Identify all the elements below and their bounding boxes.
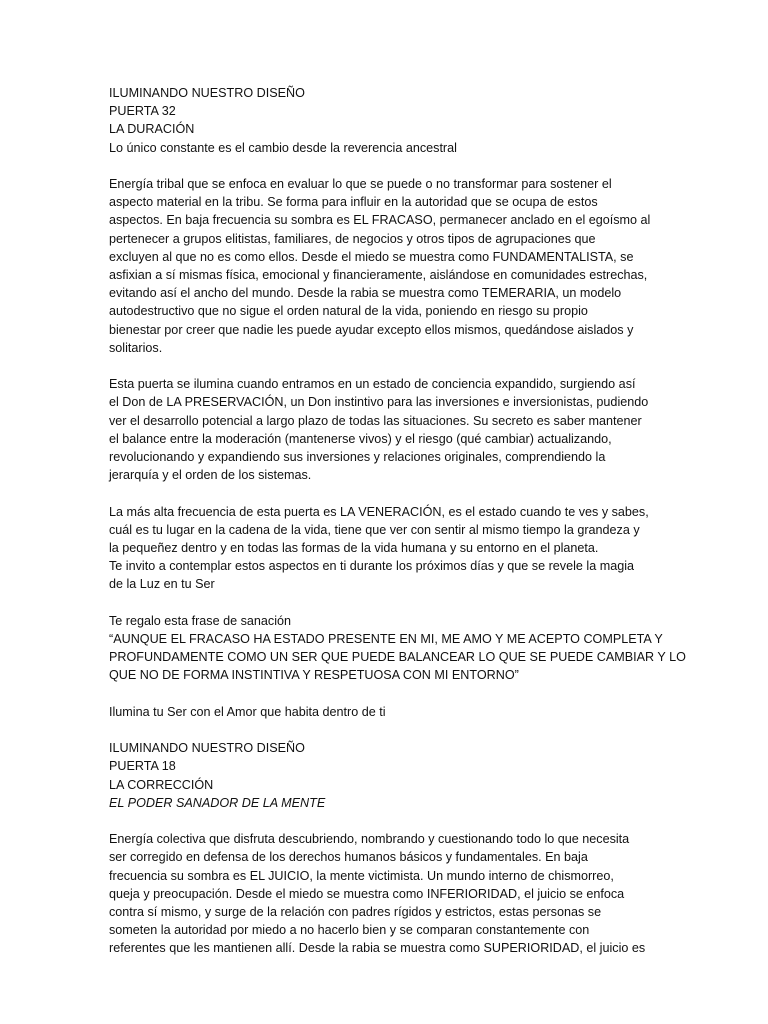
closing-line: Ilumina tu Ser con el Amor que habita dentro de ti xyxy=(109,704,386,719)
text-line: excluyen al que no es como ellos. Desde el miedo se muestra como FUNDAMENTALISTA, se xyxy=(109,249,634,264)
text-line: revolucionando y expandiendo sus inversiones y relaciones originales, comprendiendo la xyxy=(109,450,606,465)
gate-name: LA DURACIÓN xyxy=(109,122,195,137)
text-line: solitarios. xyxy=(109,340,163,355)
paragraph-shadow xyxy=(109,830,661,957)
text-line: PROFUNDAMENTE COMO UN SER QUE PUEDE BALANCEAR LO QUE SE PUEDE CAMBIAR Y LO xyxy=(109,650,686,665)
text-line: asfixian a sí mismas física, emocional y financieramente, aislándose en comunidades estrechas, xyxy=(109,268,648,283)
text-line: Energía tribal que se enfoca en evaluar lo que se puede o no transformar para sostener el xyxy=(109,177,612,191)
gate-name: LA CORRECCIÓN xyxy=(109,777,214,792)
gate-tagline: Lo único constante es el cambio desde la reverencia ancestral xyxy=(109,140,457,155)
text-line: aspectos. En baja frecuencia su sombra es EL FRACASO, permanecer anclado en el egoísmo al xyxy=(109,213,651,228)
document-page xyxy=(109,84,686,958)
text-line: La más alta frecuencia de esta puerta es LA VENERACIÓN, es el estado cuando te ves y sabes, xyxy=(109,504,649,519)
text-line: cuál es tu lugar en la cadena de la vida, tiene que ver con sentir al mismo tiempo la grandeza y xyxy=(109,522,640,537)
text-line: autodestructivo que no sigue el orden natural de la vida, poniendo en riesgo su propio xyxy=(109,304,588,319)
text-line: contra sí mismo, y surge de la relación con padres rígidos y estrictos, estas personas se xyxy=(109,905,602,920)
paragraph-shadow xyxy=(109,175,661,357)
text-line: referentes que les mantienen allí. Desde la rabia se muestra como SUPERIORIDAD, el juicio es xyxy=(109,941,646,956)
text-line: Te invito a contemplar estos aspectos en ti durante los próximos días y que se revele la magia xyxy=(109,559,635,574)
gate-number: PUERTA 32 xyxy=(109,104,176,119)
text-line: aspecto material en la tribu. Se forma para influir en la autoridad que se ocupa de estos xyxy=(109,195,598,210)
gate-tagline: EL PODER SANADOR DE LA MENTE xyxy=(109,795,326,810)
text-line: Esta puerta se ilumina cuando entramos en un estado de conciencia expandido, surgiendo así xyxy=(109,377,636,392)
section-heading: ILUMINANDO NUESTRO DISEÑO xyxy=(109,86,305,100)
text-line: queja y preocupación. Desde el miedo se muestra como INFERIORIDAD, el juicio se enfoca xyxy=(109,886,625,901)
text-line: el Don de LA PRESERVACIÓN, un Don instintivo para las inversiones e inversionistas, pudiendo xyxy=(109,395,649,410)
text-line: ver el desarrollo potencial a largo plazo de todas las situaciones. Su secreto es saber mantener xyxy=(109,413,642,428)
section-heading: ILUMINANDO NUESTRO DISEÑO xyxy=(109,741,305,756)
paragraph-gift xyxy=(109,375,661,484)
text-line: QUE NO DE FORMA INSTINTIVA Y RESPETUOSA CON MI ENTORNO” xyxy=(109,668,519,683)
paragraph-siddhi xyxy=(109,503,661,594)
gate-number: PUERTA 18 xyxy=(109,759,176,774)
healing-phrase xyxy=(109,630,686,685)
healing-intro: Te regalo esta frase de sanación xyxy=(109,613,292,628)
text-line: ser corregido en defensa de los derechos humanos básicos y fundamentales. En baja xyxy=(109,850,588,865)
text-line: bienestar por creer que nadie les puede ayudar excepto ellos mismos, quedándose aislados y xyxy=(109,322,634,337)
text-line: someten la autoridad por miedo a no hacerlo bien y se comparan constantemente con xyxy=(109,923,590,938)
text-line: evitando así el ancho del mundo. Desde la rabia se muestra como TEMERARIA, un modelo xyxy=(109,286,622,301)
text-line: la pequeñez dentro y en todas las formas de la vida humana y su entorno en el planeta. xyxy=(109,541,599,556)
text-line: de la Luz en tu Ser xyxy=(109,577,215,592)
text-line: el balance entre la moderación (mantenerse vivos) y el riesgo (qué cambiar) actualizando, xyxy=(109,431,612,446)
text-line: jerarquía y el orden de los sistemas. xyxy=(109,468,312,483)
text-line: frecuencia su sombra es EL JUICIO, la mente victimista. Un mundo interno de chismorreo, xyxy=(109,868,614,883)
text-line: Energía colectiva que disfruta descubriendo, nombrando y cuestionando todo lo que necesita xyxy=(109,832,630,847)
text-line: pertenecer a grupos elitistas, familiares, de negocios y otros tipos de agrupaciones que xyxy=(109,231,596,246)
text-line: “AUNQUE EL FRACASO HA ESTADO PRESENTE EN MI, ME AMO Y ME ACEPTO COMPLETA Y xyxy=(109,632,663,647)
